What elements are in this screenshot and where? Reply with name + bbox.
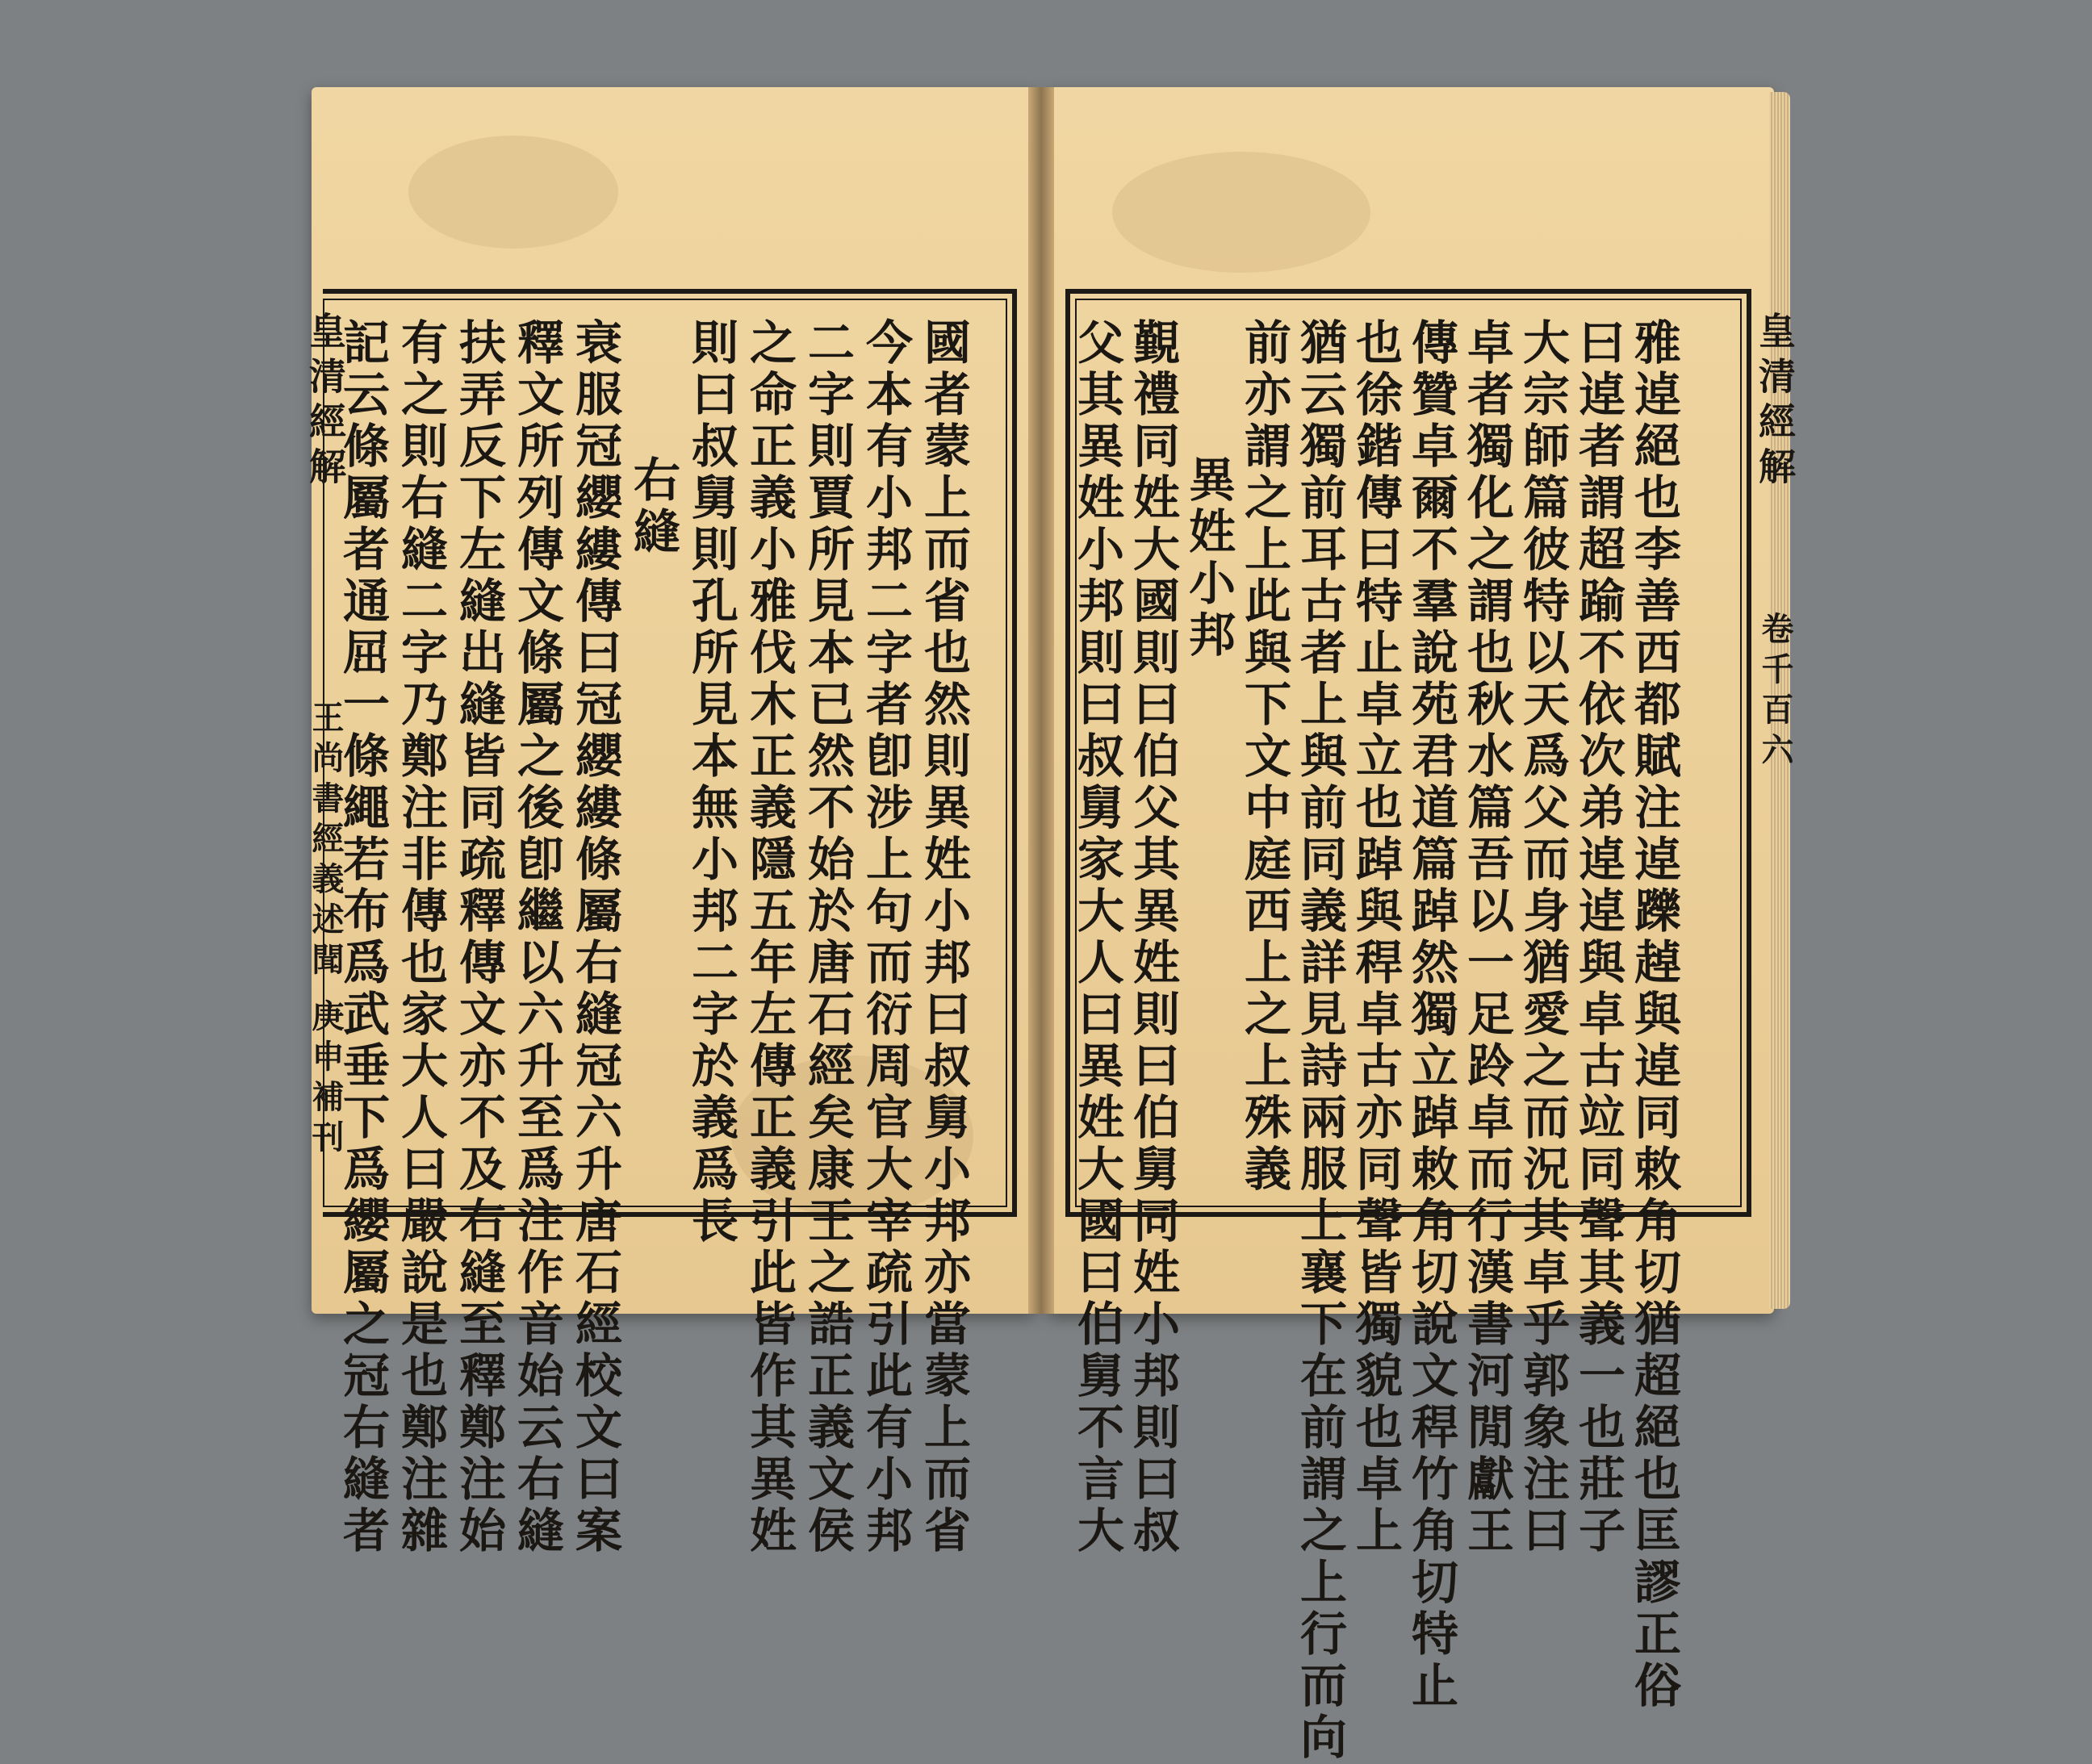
text-column: 有之則右縫二字乃鄭注非傳也家大人曰嚴說是也鄭注雜 bbox=[393, 318, 448, 1557]
paper-stain bbox=[1112, 152, 1370, 273]
text-column: 國者蒙上而省也然則異姓小邦曰叔舅小邦亦當蒙上而省 bbox=[916, 318, 971, 1557]
left-text-frame bbox=[323, 289, 1017, 1557]
text-column: 則曰叔舅則孔所見本無小邦二字於義爲長 bbox=[684, 318, 738, 1248]
text-column: 之命正義小雅伐木正義隱五年左傳正義引此皆作其異姓 bbox=[742, 318, 797, 1557]
margin-title: 皇清經解 bbox=[1753, 311, 1797, 492]
text-column: 傳贊卓爾不羣說苑君道篇踔然獨立踔敕角切說文稈竹角切特止 bbox=[1404, 318, 1458, 1712]
text-column: 覲禮同姓大國則曰伯父其異姓則曰伯舅同姓小邦則曰叔 bbox=[1125, 318, 1180, 1557]
margin-edition: 庚申補刊 bbox=[307, 999, 345, 1160]
text-column: 大宗師篇彼特以天爲父而身猶愛之而況其卓乎郭象注曰 bbox=[1515, 318, 1570, 1557]
text-column: 猶云獨前耳古者上與前同義詳見詩兩服上襄下在前謂之上行而向 bbox=[1292, 318, 1347, 1764]
text-column: 記云條屬者通屈一條繩若布爲武垂下爲纓屬之冠右縫者 bbox=[335, 318, 390, 1557]
text-column: 扶弄反下左縫出縫皆同疏釋傳文亦不及右縫至釋鄭注始 bbox=[451, 318, 506, 1557]
margin-author: 王尚書經義述聞 bbox=[307, 700, 345, 983]
margin-title: 皇清經解 bbox=[303, 311, 347, 492]
margin-volume: 卷千百六 bbox=[1756, 612, 1794, 773]
text-column: 雅逴絕也李善西都賦注逴躒趠與逴同敕角切猶超絕也匡謬正俗 bbox=[1626, 318, 1681, 1712]
book-gutter bbox=[1028, 87, 1054, 1314]
text-column: 父其異姓小邦則曰叔舅家大人曰異姓大國曰伯舅不言大 bbox=[1069, 318, 1124, 1557]
text-column: 也徐鍇傳曰特止卓立也踔與稈卓古亦同聲皆獨貌也卓上 bbox=[1348, 318, 1403, 1557]
section-heading: 異姓小邦 bbox=[1181, 455, 1236, 662]
section-heading: 右縫 bbox=[626, 455, 680, 558]
text-column: 釋文所列傳文條屬之後卽繼以六升至爲注作音始云右縫 bbox=[509, 318, 564, 1557]
text-column: 二字則賈所見本已然不始於唐石經矣康王之誥正義文侯 bbox=[800, 318, 855, 1557]
text-column: 前亦謂之上此與下文中庭西上之上殊義 bbox=[1236, 318, 1291, 1196]
text-column: 今本有小邦二字者卽涉上句而衍周官大宰疏引此有小邦 bbox=[858, 318, 913, 1557]
text-column: 衰服冠纓縷傳曰冠纓縷條屬右縫冠六升唐石經校文曰案 bbox=[567, 318, 622, 1557]
text-column: 曰逴者謂超踰不依次弟逴逴與卓古竝同聲其義一也莊子 bbox=[1571, 318, 1625, 1557]
right-text-frame bbox=[1065, 289, 1751, 1764]
text-column: 卓者獨化之謂也秋水篇吾以一足跉卓而行漢書河閒獻王 bbox=[1459, 318, 1514, 1557]
paper-stain bbox=[408, 136, 618, 249]
open-book bbox=[303, 87, 1797, 1764]
